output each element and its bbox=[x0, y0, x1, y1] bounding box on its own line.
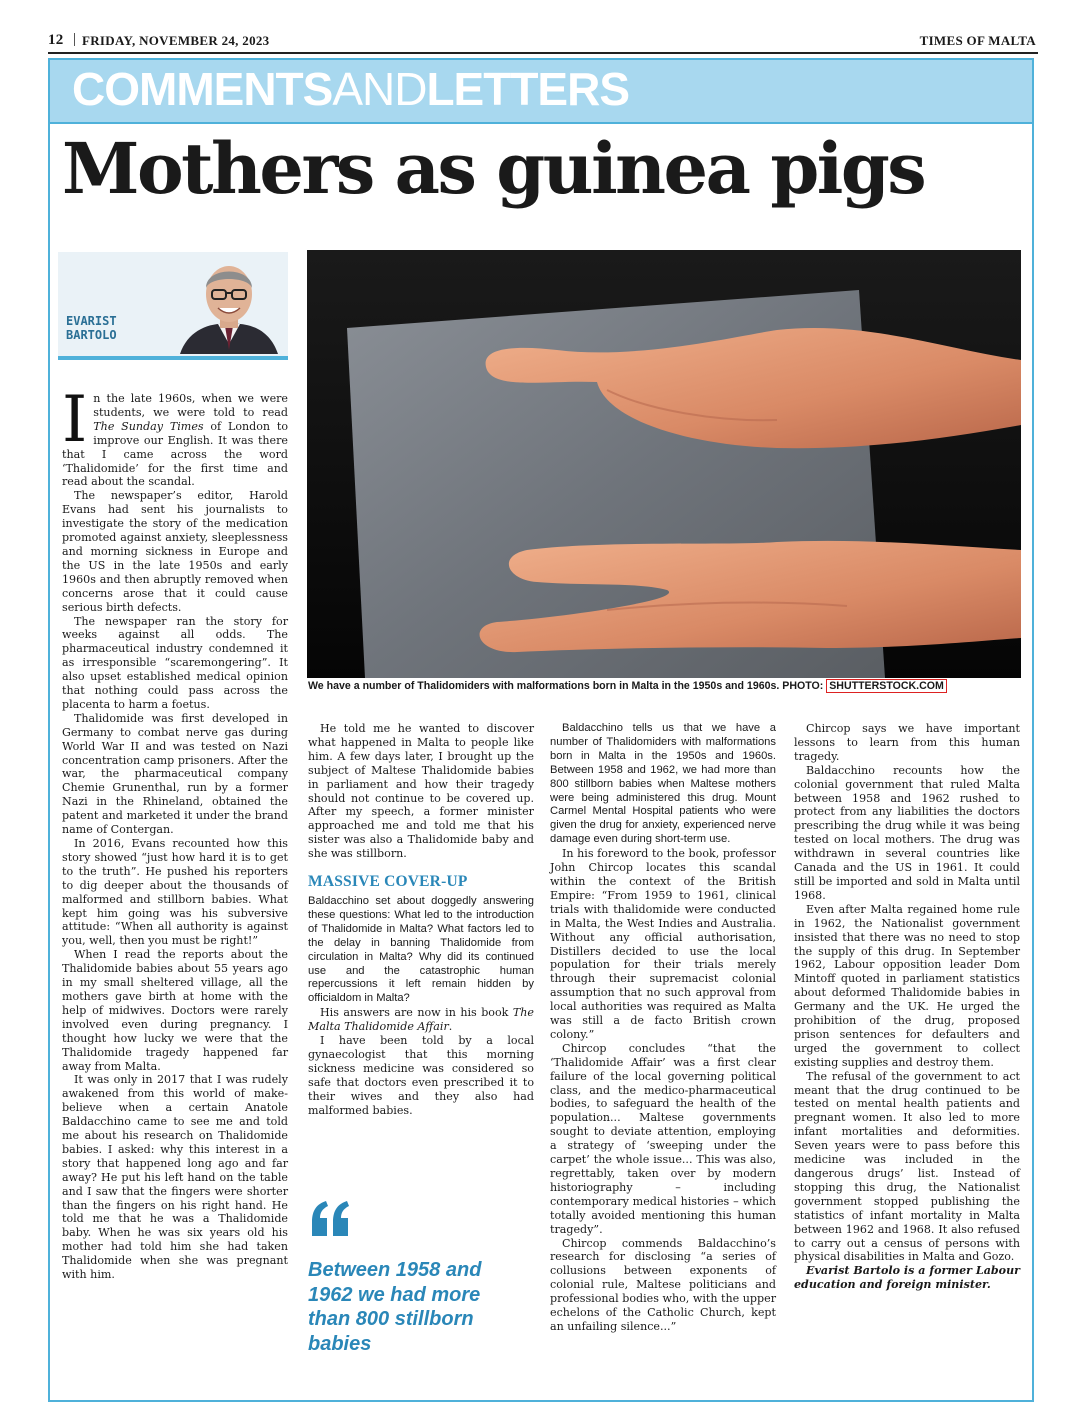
paragraph: Baldacchino set about doggedly answering these questions: What led to the introduction of Thalidomide in Malta? What factors led to the delay in banning Thalidomide from circulation in Malta? Why did its continued use and the catastrophic human repercussions it left remain hidden by officialdom in Malta? bbox=[308, 894, 534, 1005]
author-avatar bbox=[170, 254, 288, 354]
paragraph: Baldacchino recounts how the colonial government that ruled Malta between 1958 and 1962 rushed to protect from any liabilities the doctors prescribing the drug while it was being tested on local mothers. The drug was withdrawn in several countries like Canada and the US in 1961. It could still be imported and sold in Malta until 1968. bbox=[794, 763, 1020, 902]
paragraph bbox=[62, 383, 288, 489]
author-last-name: BARTOLO bbox=[66, 328, 117, 342]
issue-date: FRIDAY, NOVEMBER 24, 2023 bbox=[82, 33, 270, 48]
paragraph: The newspaper’s editor, Harold Evans had sent his journalists to investigate the story of the medication promoted against anxiety, sleeplessness and morning sickness in Europe and the US in the late 1950s and early 1960s and then abruptly removed when concerns arose that it could cause serious birth defects. bbox=[62, 489, 288, 614]
article-photo bbox=[307, 250, 1021, 678]
article-column-1 bbox=[62, 383, 288, 1282]
author-name bbox=[66, 314, 117, 342]
section-title bbox=[72, 62, 629, 116]
paragraph bbox=[308, 1006, 534, 1034]
paragraph-text: n the late 1960s, when we were students, we were told to read bbox=[93, 392, 288, 419]
author-first-name: EVARIST bbox=[66, 314, 117, 328]
byline bbox=[58, 252, 288, 360]
paragraph: In 2016, Evans recounted how this story showed “just how hard it is to get to the truth”. He pushed his reporters to dig deeper about the thousands of malformed and stillborn babies. What kept him going was his subversive attitude: “When all authority is against you, well, then you must be right!” bbox=[62, 837, 288, 948]
publication-name: TIMES OF MALTA bbox=[919, 33, 1036, 48]
folio-divider bbox=[74, 33, 75, 46]
paragraph: Chircop commends Baldacchino’s research for disclosing “a series of collusions between exponents of colonial rule, Maltese politicians and professional bodies who, with the upper echelons of the Catholic Church, kept an unfailing silence...” bbox=[550, 1236, 776, 1333]
article-column-3 bbox=[550, 722, 776, 1334]
author-signoff: Evarist Bartolo is a former Labour education and foreign minister. bbox=[794, 1264, 1020, 1292]
photo-caption bbox=[308, 680, 1020, 692]
folio bbox=[48, 30, 1038, 52]
section-title-part2: AND bbox=[332, 63, 427, 115]
paragraph: The newspaper ran the story for weeks against all odds. The pharmaceutical industry condemned it as irresponsible “scaremongering”. It also upset established medical opinion that nothing could pass across the placenta to harm a foetus. bbox=[62, 614, 288, 711]
paragraph-text: His answers are now in his book bbox=[320, 1006, 513, 1020]
section-title-part3: LETTERS bbox=[426, 63, 630, 115]
quote-mark-icon bbox=[308, 1196, 352, 1240]
newspaper-title: The Sunday Times bbox=[93, 419, 204, 433]
paragraph: Thalidomide was first developed in Germany to combat nerve gas during World War II and was tested on Nazi concentration camp prisoners. After the war, the pharmaceutical company Chemie Grunenthal, run by a former Nazi in the Rhineland, obtained the patent and marketed it under the brand name of Contergan. bbox=[62, 711, 288, 837]
paragraph: In his foreword to the book, professor John Chircop locates this scandal within the context of the British Empire: “From 1959 to 1961, clinical trials with thalidomide were conducted in Malta, the West Indies and Australia. Without any official authorisation, Distillers decided to use the local population for their trials merely through their supremacist colonial assumption that no such approval from local authorities was required as Malta was still a de facto British crown colony.” bbox=[550, 847, 776, 1041]
drop-cap: I bbox=[62, 383, 88, 457]
subhead: MASSIVE COVER-UP bbox=[308, 873, 468, 891]
paragraph: Chircop says we have important lessons to learn from this human tragedy. bbox=[794, 722, 1020, 763]
paragraph: Chircop concludes “that the ‘Thalidomide Affair’ was a first clear failure of the local governing political class, and the medico-pharmaceutical bodies, to safeguard the health of the population... Maltese governments sought to deviate attention, employing a strategy of ‘sweeping under the carpet’ the whole issue... This was also, regrettably, taken over by modern historiography – including contemporary medical histories – which totally avoided mentioning this human tragedy”. bbox=[550, 1041, 776, 1236]
paragraph: When I read the reports about the Thalidomide babies about 55 years ago in my small sheltered village, all the mothers gave birth at home with the help of midwives. Doctors were rarely involved even during pregnancy. I thought how lucky we were that the Thalidomide tragedy happened far away from Malta. bbox=[62, 948, 288, 1073]
page-number: 12 bbox=[48, 32, 64, 48]
paragraph-text: . bbox=[448, 1020, 453, 1034]
paragraph: Baldacchino tells us that we have a number of Thalidomiders with malformations born in Malta in the 1950s and 1960s. Between 1958 and 1962, we had more than 800 stillborn babies when Maltese mothers were being administered this drug. Mount Carmel Mental Hospital patients who were given the drug for anxiety, experienced nerve damage even during short-term use. bbox=[550, 722, 776, 846]
paragraph: It was only in 2017 that I was rudely awakened from this world of make-believe when a certain Anatole Baldacchino came to see me and told me about his research on Thalidomide babies. I asked: why this interest in a story that happened long ago and far away? He put his left hand on the table and I saw that the fingers were shorter than the fingers on his right hand. He told me that he was a Thalidomide baby. When he was six years old his mother had told him she had taken Thalidomide when she was pregnant with him. bbox=[62, 1073, 288, 1282]
paragraph: He told me he wanted to discover what happened in Malta to people like him. A few days later, I brought up the subject of Maltese Thalidomide babies in parliament and how their tragedy should not continue to be covered up. After my speech, a former minister approached me and told me that his sister was also a Thalidomide baby and she was stillborn. bbox=[308, 722, 534, 861]
hands-photo-illustration bbox=[307, 250, 1021, 678]
photo-credit-link[interactable]: SHUTTERSTOCK.COM bbox=[826, 679, 947, 693]
caption-text: We have a number of Thalidomiders with malformations born in Malta in the 1950s and 1960s. PHOTO: bbox=[308, 680, 827, 692]
paragraph: I have been told by a local gynaecologist that this morning sickness medicine was considered so safe that doctors even prescribed it to their wives and they also had malformed babies. bbox=[308, 1034, 534, 1117]
book-title: The Malta Thalidomide Affair bbox=[308, 1006, 534, 1034]
folio-rule bbox=[48, 52, 1038, 54]
paragraph-text: of London to improve our English. It was there that I came across the word ‘Thalidomide’ for the first time and read about the scandal. bbox=[62, 419, 288, 489]
article-column-4 bbox=[794, 722, 1020, 1292]
pull-quote: Between 1958 and 1962 we had more than 800 stillborn babies bbox=[308, 1259, 482, 1355]
section-title-part1: COMMENTS bbox=[72, 63, 333, 115]
headline: Mothers as guinea pigs bbox=[62, 127, 925, 210]
paragraph: Even after Malta regained home rule in 1962, the Nationalist government insisted that there was no need to stop the supply of this drug. In September 1962, Labour opposition leader Dom Mintoff quoted in parliament statistics about deformed Thalidomide babies in Germany and the UK. He urged the prohibition of the drug, proposed prison sentences for defaulters and urged the government to collect existing supplies and destroy them. bbox=[794, 902, 1020, 1069]
paragraph: The refusal of the government to act meant that the drug continued to be tested on mental health patients and pregnant women. It also led to more infant mortalities and deformities. Seven years were to pass before this medicine was included in the dangerous drugs’ list. Instead of stopping this drug, the Nationalist government stopped publishing the statistics of infant mortality in Malta between 1962 and 1968. It also refused to carry out a census of persons with physical disabilities in Malta and Gozo. bbox=[794, 1069, 1020, 1264]
article-column-2 bbox=[308, 722, 534, 1117]
